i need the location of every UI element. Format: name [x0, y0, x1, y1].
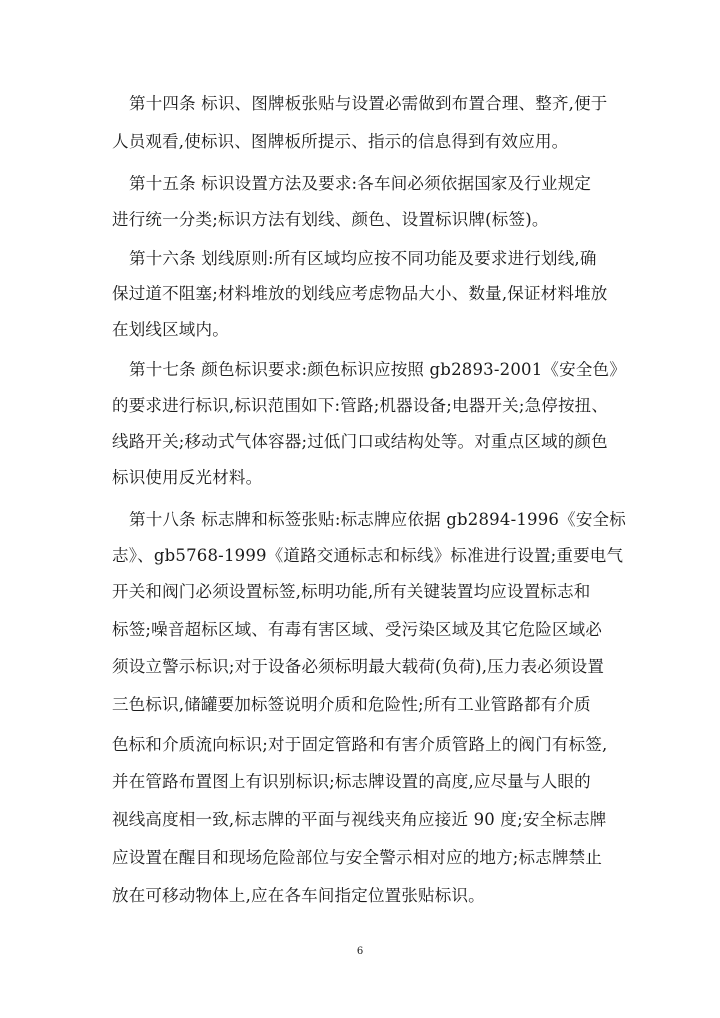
- article-14-line-1: 第十四条 标识、图牌板张贴与设置必需做到布置合理、整齐,便于: [129, 94, 608, 113]
- article-17-line-3: 线路开关;移动式气体容器;过低门口或结构处等。对重点区域的颜色: [112, 432, 608, 451]
- article-14-line-2: 人员观看,使标识、图牌板所提示、指示的信息得到有效应用。: [112, 132, 569, 151]
- article-18-line-9: 视线高度相一致,标志牌的平面与视线夹角应接近 90 度;安全标志牌: [112, 810, 607, 829]
- article-18-line-2: 志》、gb5768-1999《道路交通标志和标线》标准进行设置;重要电气: [112, 546, 624, 565]
- article-15-line-2: 进行统一分类;标识方法有划线、颜色、设置标识牌(标签)。: [112, 210, 549, 229]
- article-18-line-5: 须设立警示标识;对于设备必须标明最大载荷(负荷),压力表必须设置: [112, 657, 605, 676]
- article-18-line-8: 并在管路布置图上有识别标识;标志牌设置的高度,应尽量与人眼的: [112, 772, 591, 791]
- article-18-line-10: 应设置在醒目和现场危险部位与安全警示相对应的地方;标志牌禁止: [112, 848, 603, 867]
- article-17-line-4: 标识使用反光材料。: [112, 468, 263, 487]
- article-18-line-11: 放在可移动物体上,应在各车间指定位置张贴标识。: [112, 886, 485, 905]
- article-16-line-1: 第十六条 划线原则:所有区域均应按不同功能及要求进行划线,确: [129, 249, 597, 268]
- article-18-line-6: 三色标识,储罐要加标签说明介质和危险性;所有工业管路都有介质: [112, 695, 591, 714]
- article-18-line-7: 色标和介质流向标识;对于固定管路和有害介质管路上的阀门有标签,: [112, 735, 608, 754]
- article-15-line-1: 第十五条 标识设置方法及要求:各车间必须依据国家及行业规定: [129, 174, 592, 193]
- article-18-line-3: 开关和阀门必须设置标签,标明功能,所有关键装置均应设置标志和: [112, 582, 591, 601]
- article-17-line-1: 第十七条 颜色标识要求:颜色标识应按照 gb2893-2001《安全色》: [129, 360, 626, 379]
- page-number: 6: [356, 946, 364, 957]
- article-18-line-4: 标签;噪音超标区域、有毒有害区域、受污染区域及其它危险区域必: [112, 620, 603, 639]
- article-16-line-3: 在划线区域内。: [112, 320, 229, 339]
- article-16-line-2: 保过道不阻塞;材料堆放的划线应考虑物品大小、数量,保证材料堆放: [112, 284, 608, 303]
- article-17-line-2: 的要求进行标识,标识范围如下:管路;机器设备;电器开关;急停按扭、: [112, 396, 609, 415]
- article-18-line-1: 第十八条 标志牌和标签张贴:标志牌应依据 gb2894-1996《安全标: [129, 510, 626, 529]
